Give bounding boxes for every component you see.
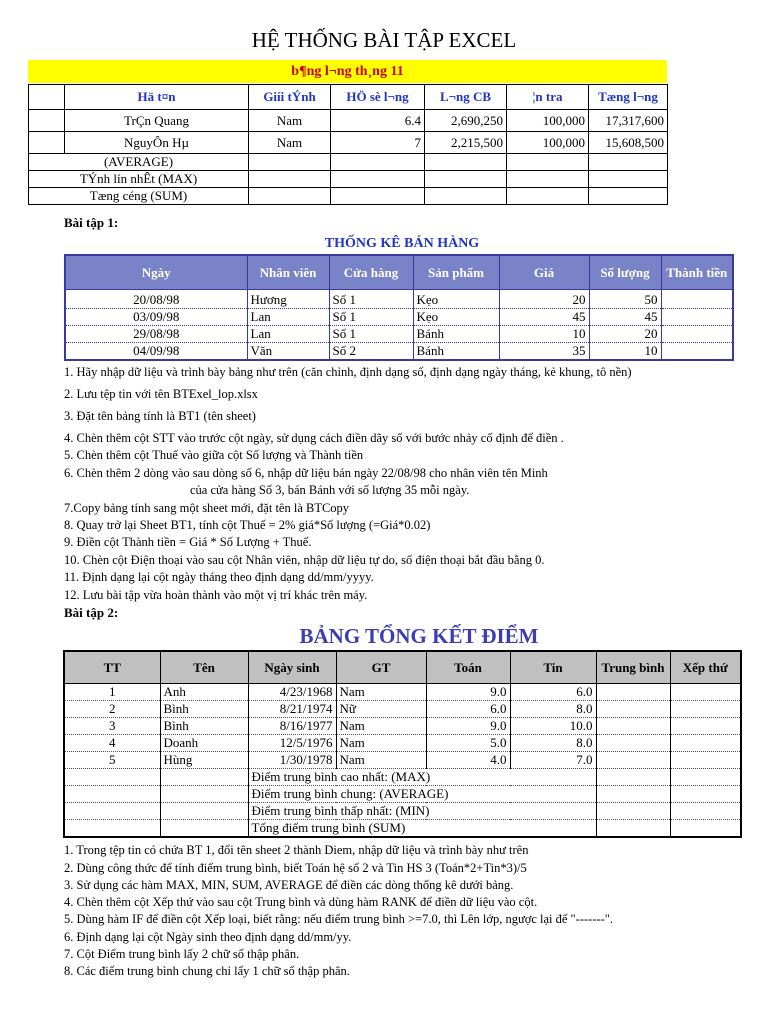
score-cell: 7.0 (510, 752, 596, 769)
salary-stat-average: (AVERAGE) (29, 154, 249, 171)
sales-cell: 29/08/98 (65, 326, 247, 343)
table-row (64, 735, 741, 752)
table-row (64, 803, 741, 820)
instruction-1-6: 6. Chèn thêm 2 dòng vào sau dòng số 6, nhập dữ liệu bán ngày 22/08/98 cho nhân viên tên Minh (64, 466, 548, 480)
salary-cell: Nam (249, 132, 331, 154)
sales-cell: 45 (589, 309, 661, 326)
instruction-1-3: 3. Đặt tên bảng tính là BT1 (tên sheet) (64, 409, 256, 423)
score-cell (670, 718, 741, 735)
score-cell (670, 735, 741, 752)
score-cell: 12/5/1976 (248, 735, 336, 752)
score-cell: 6.0 (510, 684, 596, 701)
score-cell: 5.0 (426, 735, 510, 752)
score-header-rank: Xếp thứ (670, 651, 741, 684)
salary-table (28, 84, 668, 205)
score-header-it: Tin (510, 651, 596, 684)
salary-header-row (29, 85, 668, 110)
salary-header-lunch: ¦n tra (507, 85, 589, 110)
salary-cell: 2,690,250 (425, 110, 507, 132)
salary-cell: Nam (249, 110, 331, 132)
page-title: HỆ THỐNG BÀI TẬP EXCEL (251, 28, 517, 52)
instruction-1-2: 2. Lưu tệp tin với tên BTExel_lop.xlsx (64, 387, 258, 401)
score-cell: Anh (160, 684, 248, 701)
score-cell: 5 (64, 752, 160, 769)
score-cell: Hùng (160, 752, 248, 769)
sales-cell (661, 290, 733, 309)
sales-header-amount: Thành tiền (661, 255, 733, 290)
salary-header-coef: HÖ sè l¬ng (331, 85, 425, 110)
score-cell: 1 (64, 684, 160, 701)
score-header-dob: Ngày sinh (248, 651, 336, 684)
salary-header-blank (29, 85, 65, 110)
sales-cell: 04/09/98 (65, 343, 247, 361)
score-cell: 9.0 (426, 684, 510, 701)
sales-table (64, 254, 734, 361)
sales-cell: 10 (589, 343, 661, 361)
sales-cell: Kẹo (413, 290, 499, 309)
score-header-gender: GT (336, 651, 426, 684)
instruction-1-7: 7.Copy bảng tính sang một sheet mới, đặt tên là BTCopy (64, 501, 350, 515)
score-cell: 8.0 (510, 701, 596, 718)
sales-cell: Bánh (413, 326, 499, 343)
sales-cell (661, 309, 733, 326)
instruction-1-9: 9. Điền cột Thành tiền = Giá * Số Lượng + Thuế. (64, 535, 312, 549)
sales-cell: 03/09/98 (65, 309, 247, 326)
score-stat-sum: Tổng điểm trung bình (SUM) (248, 820, 596, 838)
sales-cell: 45 (499, 309, 589, 326)
salary-stat-sum: Tæng céng (SUM) (29, 188, 249, 205)
instruction-2-3: 3. Sử dụng các hàm MAX, MIN, SUM, AVERAGE để điền các dòng thống kê dưới bảng. (64, 878, 514, 892)
score-cell: Nam (336, 684, 426, 701)
instruction-2-8: 8. Các điểm trung bình chung chỉ lấy 1 chữ số thập phân. (64, 964, 350, 978)
score-cell: Bình (160, 718, 248, 735)
salary-cell: NguyÔn Hµ (65, 132, 249, 154)
score-stat-average: Điểm trung bình chung: (AVERAGE) (248, 786, 596, 803)
score-cell: 9.0 (426, 718, 510, 735)
sales-cell: Văn (247, 343, 329, 361)
score-cell (596, 701, 670, 718)
table-row (29, 110, 668, 132)
sales-cell: Hương (247, 290, 329, 309)
instruction-1-6-cont: của cửa hàng Số 3, bán Bánh với số lượng 35 mỗi ngày. (190, 483, 470, 497)
table-row (29, 154, 668, 171)
score-cell (596, 735, 670, 752)
table-row (64, 701, 741, 718)
score-cell: 8.0 (510, 735, 596, 752)
sales-cell: 20 (589, 326, 661, 343)
instruction-1-8: 8. Quay trở lại Sheet BT1, tính cột Thuế = 2% giá*Số lượng (=Giá*0.02) (64, 518, 431, 532)
table-row (29, 171, 668, 188)
score-cell: Bình (160, 701, 248, 718)
sales-cell: 20/08/98 (65, 290, 247, 309)
instruction-1-12: 12. Lưu bài tập vừa hoàn thành vào một vị trí khác trên máy. (64, 588, 368, 602)
score-cell (670, 752, 741, 769)
table-row (64, 769, 741, 786)
salary-cell: 100,000 (507, 110, 589, 132)
sales-table-title: THỐNG KÊ BÁN HÀNG (324, 236, 480, 251)
sales-header-staff: Nhân viên (247, 255, 329, 290)
exercise-1-label: Bài tập 1: (64, 215, 119, 230)
score-cell: 8/16/1977 (248, 718, 336, 735)
score-cell (670, 701, 741, 718)
salary-cell: TrÇn Quang (65, 110, 249, 132)
instruction-2-1: 1. Trong tệp tin có chứa BT 1, đổi tên sheet 2 thành Diem, nhập dữ liệu và trình bày như trên (64, 843, 529, 857)
score-cell: 4 (64, 735, 160, 752)
sales-cell: Kẹo (413, 309, 499, 326)
table-row (64, 786, 741, 803)
sales-cell (661, 343, 733, 361)
score-cell: 2 (64, 701, 160, 718)
score-header-row (64, 651, 741, 684)
sales-cell: 20 (499, 290, 589, 309)
score-table (63, 650, 742, 838)
sales-header-product: Sản phẩm (413, 255, 499, 290)
table-row (64, 684, 741, 701)
instruction-1-5: 5. Chèn thêm cột Thuế vào giữa cột Số lượng và Thành tiền (64, 448, 364, 462)
table-row (65, 290, 733, 309)
score-cell: Nam (336, 718, 426, 735)
score-table-title: BẢNG TỔNG KẾT ĐIỂM (299, 624, 539, 648)
score-header-avg: Trung bình (596, 651, 670, 684)
table-row (65, 343, 733, 361)
sales-cell: Số 1 (329, 326, 413, 343)
score-cell: 10.0 (510, 718, 596, 735)
sales-cell: Số 1 (329, 309, 413, 326)
score-cell: 8/21/1974 (248, 701, 336, 718)
sales-header-qty: Số lượng (589, 255, 661, 290)
sales-cell (661, 326, 733, 343)
salary-cell: 7 (331, 132, 425, 154)
sales-cell: 35 (499, 343, 589, 361)
score-header-name: Tên (160, 651, 248, 684)
score-cell: Nữ (336, 701, 426, 718)
score-cell (596, 684, 670, 701)
score-cell: 6.0 (426, 701, 510, 718)
table-row (65, 309, 733, 326)
instruction-2-2: 2. Dùng công thức để tính điểm trung bình, biết Toán hệ số 2 và Tin HS 3 (Toán*2+Tin*3)/5 (64, 861, 527, 875)
sales-header-row (65, 255, 733, 290)
table-row (29, 132, 668, 154)
instruction-2-7: 7. Cột Điểm trung bình lấy 2 chữ số thập phân. (64, 947, 300, 961)
salary-cell: 17,317,600 (589, 110, 668, 132)
score-cell (596, 752, 670, 769)
score-stat-max: Điểm trung bình cao nhất: (MAX) (248, 769, 596, 786)
table-row (64, 820, 741, 838)
sales-cell: Lan (247, 326, 329, 343)
score-cell: Nam (336, 752, 426, 769)
sales-cell: 50 (589, 290, 661, 309)
score-cell: 4/23/1968 (248, 684, 336, 701)
salary-header-total: Tæng l¬ng (589, 85, 668, 110)
table-row (64, 752, 741, 769)
exercise-2-label: Bài tập 2: (64, 605, 119, 620)
score-cell: 3 (64, 718, 160, 735)
salary-cell: 15,608,500 (589, 132, 668, 154)
sales-header-date: Ngày (65, 255, 247, 290)
instruction-1-4: 4. Chèn thêm cột STT vào trước cột ngày, sử dụng cách điền dãy số với bước nhảy cố định để điền . (64, 431, 564, 445)
score-cell: 4.0 (426, 752, 510, 769)
sales-cell: Bánh (413, 343, 499, 361)
instruction-1-11: 11. Định dạng lại cột ngày tháng theo định dạng dd/mm/yyyy. (64, 570, 374, 584)
sales-header-store: Cửa hàng (329, 255, 413, 290)
score-header-math: Toán (426, 651, 510, 684)
score-cell (670, 684, 741, 701)
salary-cell: 6.4 (331, 110, 425, 132)
salary-cell: 2,215,500 (425, 132, 507, 154)
score-stat-min: Điểm trung bình thấp nhất: (MIN) (248, 803, 596, 820)
salary-cell: 100,000 (507, 132, 589, 154)
instruction-1-10: 10. Chèn cột Điện thoại vào sau cột Nhân viên, nhập dữ liệu tự do, số điện thoại bắt đầu bằng 0. (64, 553, 545, 567)
instruction-2-6: 6. Định dạng lại cột Ngày sinh theo định dạng dd/mm/yy. (64, 930, 352, 944)
sales-cell: Lan (247, 309, 329, 326)
score-cell: Doanh (160, 735, 248, 752)
sales-header-price: Giá (499, 255, 589, 290)
table-row (29, 188, 668, 205)
sales-cell: 10 (499, 326, 589, 343)
table-row (64, 718, 741, 735)
instruction-1-1: 1. Hãy nhập dữ liệu và trình bày bảng như trên (căn chỉnh, định dạng số, định dạng ngày tháng, kẻ khung, tô nền) (64, 365, 632, 379)
instruction-2-5: 5. Dùng hàm IF để điền cột Xếp loại, biết rằng: nếu điểm trung bình >=7.0, thì Lên lớp, ngược lại để "-------". (64, 912, 614, 926)
salary-stat-max: TÝnh lín nhÊt (MAX) (29, 171, 249, 188)
instruction-2-4: 4. Chèn thêm cột Xếp thứ vào sau cột Trung bình và dùng hàm RANK để điền dữ liệu vào cột. (64, 895, 538, 909)
score-cell: 1/30/1978 (248, 752, 336, 769)
salary-header-base: L¬ng CB (425, 85, 507, 110)
salary-header-gender: Giíi tÝnh (249, 85, 331, 110)
salary-banner: b¶ng l¬ng th¸ng 11 (28, 60, 667, 83)
table-row (65, 326, 733, 343)
salary-header-name: Hä t¤n (65, 85, 249, 110)
score-header-tt: TT (64, 651, 160, 684)
score-cell (596, 718, 670, 735)
sales-cell: Số 1 (329, 290, 413, 309)
sales-cell: Số 2 (329, 343, 413, 361)
score-cell: Nam (336, 735, 426, 752)
